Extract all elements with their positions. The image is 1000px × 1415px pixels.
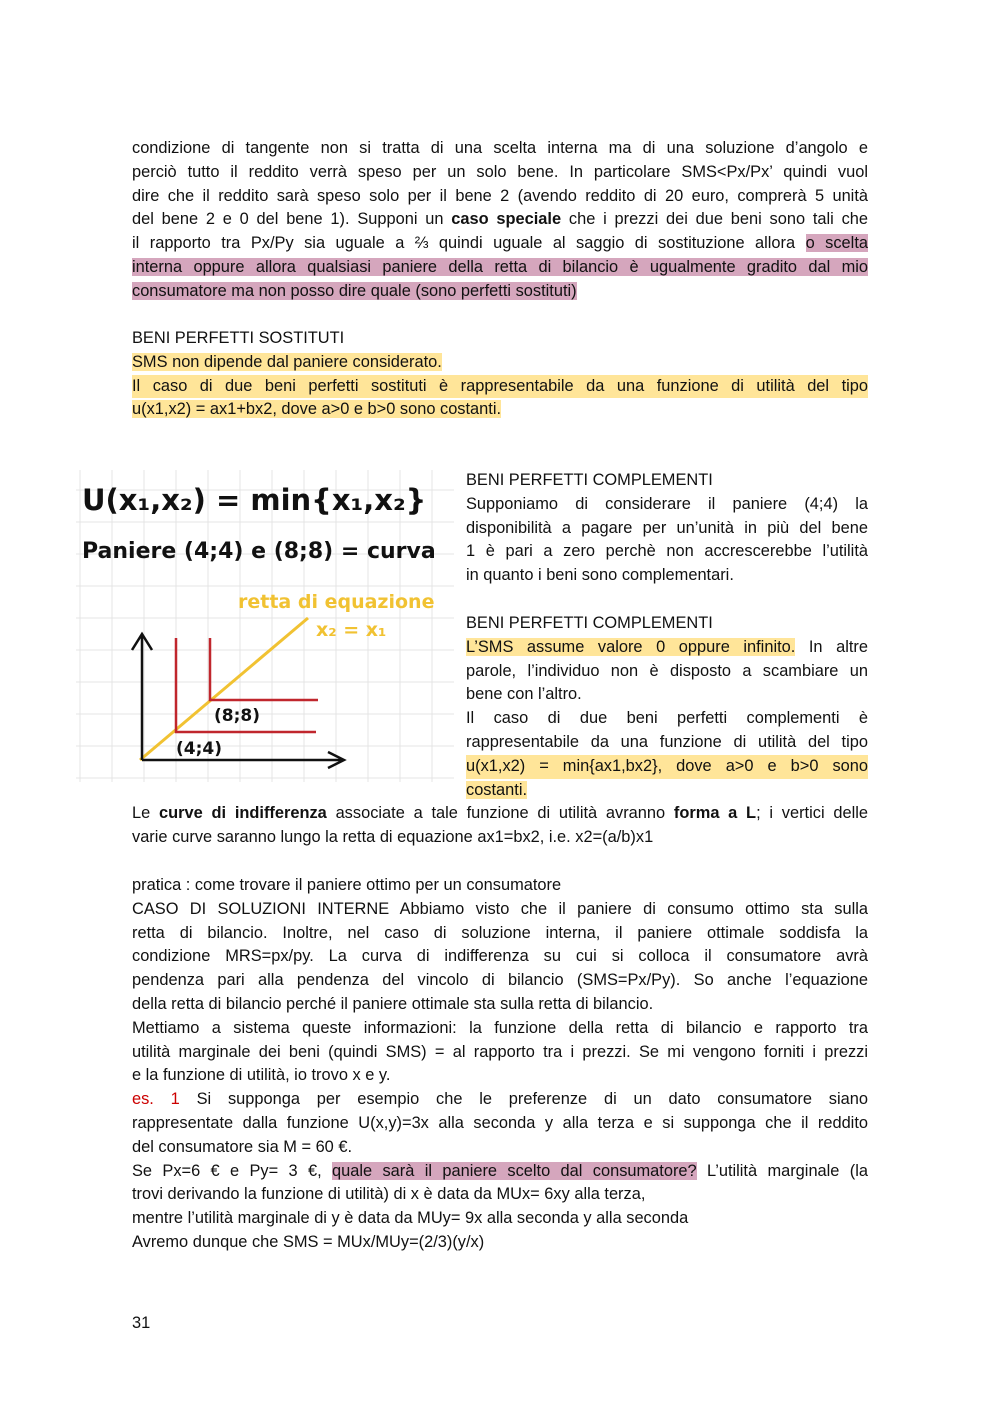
text-line: dire che il reddito sarà speso solo per il bene 2 (avendo reddito di 20 euro, comprerà 5 unità [132, 186, 868, 205]
highlight: quale sarà il paniere scelto dal consumatore? [332, 1161, 697, 1180]
text-line [132, 398, 868, 422]
sketch-svg [76, 470, 454, 782]
text-line: Il caso di due beni perfetti complementi è [466, 709, 868, 728]
text-line: disponibilità a pagare per un’unità in più del bene [466, 518, 868, 537]
text-line: Se Px=6 € e Py= 3 €, quale sarà il paniere scelto dal consumatore? L’utilità marginale (la [132, 1161, 868, 1180]
sostituti-section [132, 327, 868, 422]
point-8-8-label: (8;8) [214, 706, 260, 726]
highlight: u(x1,x2) = ax1+bx2, dove a>0 e b>0 sono costanti. [132, 400, 502, 419]
text-line: L’SMS assume valore 0 oppure infinito. In altre [466, 637, 868, 656]
text-line: utilità marginale dei beni (quindi SMS) = al rapporto tra i prezzi. Se mi vengono forniti i prezzi [132, 1042, 868, 1061]
text-line: pendenza pari alla pendenza del vincolo di bilancio (SMS=Px/Py). So anche l’equazione [132, 971, 868, 990]
text-line: u(x1,x2) = min{ax1,bx2}, dove a>0 e b>0 sono [466, 755, 868, 779]
intro-paragraph [132, 137, 868, 304]
text-line: perciò tutto il reddito verrà speso per un solo bene. In particolare SMS<Px/Px’ quindi vuol [132, 162, 868, 181]
text-line [132, 256, 868, 280]
highlight: interna oppure allora qualsiasi paniere della retta di bilancio è ugualmente gradito dal mio [132, 257, 868, 276]
text-line: es. 1 Si supponga per esempio che le preferenze di un dato consumatore siano [132, 1090, 868, 1109]
text-line: bene con l’altro. [466, 685, 582, 704]
retta-label: retta di equazione [238, 591, 435, 613]
diagonal-line [140, 618, 308, 760]
bold-term: caso speciale [451, 210, 562, 229]
section-title: pratica : come trovare il paniere ottimo per un consumatore [132, 876, 562, 894]
bold-term: forma a L [673, 804, 757, 822]
text-line: Avremo dunque che SMS = MUx/MUy=(2/3)(y/x) [132, 1232, 485, 1251]
text-line: condizione MRS=px/py. La curva di indifferenza su cui si colloca il consumatore avrà [132, 947, 868, 966]
text-line: 1 è pari a zero perchè non accrescerebbe l’utilità [466, 542, 868, 561]
text-line: Il caso di due beni perfetti sostituti è rappresentabile da una funzione di utilità del tipo [132, 375, 868, 399]
text-line: retta di bilancio. Inoltre, nel caso di soluzione interna, il paniere ottimale soddisfa la [132, 923, 868, 942]
text-line: parole, l’individuo non è disposto a scambiare un [466, 661, 868, 680]
text-line [466, 779, 868, 803]
highlight: costanti. [466, 780, 528, 799]
text-line: Supponiamo di considerare il paniere (4;4) la [466, 494, 868, 513]
text-line: condizione di tangente non si tratta di una scelta interna ma di una soluzione d’angolo e [132, 139, 868, 157]
text-line: del consumatore sia M = 60 €. [132, 1137, 353, 1156]
highlight: consumatore ma non posso dire quale (sono perfetti sostituti) [132, 281, 577, 300]
leontief-sketch [76, 470, 454, 782]
text-line [132, 280, 868, 304]
formula-text: U(x₁,x₂) = min{x₁,x₂} [82, 483, 427, 517]
complementi-section-1 [466, 469, 868, 588]
section-heading: BENI PERFETTI COMPLEMENTI [466, 614, 713, 632]
text-line: in quanto i beni sono complementari. [466, 566, 734, 585]
text-line [132, 351, 868, 375]
retta-equation: x₂ = x₁ [316, 619, 387, 641]
x-axis [142, 752, 344, 768]
text-line: mentre l’utilità marginale di y è data da MUy= 9x alla seconda y alla seconda [132, 1209, 689, 1228]
y-axis [132, 634, 152, 760]
section-heading: BENI PERFETTI SOSTITUTI [132, 329, 345, 347]
page-number: 31 [132, 1314, 151, 1332]
complementi-section-2 [466, 612, 868, 802]
point-4-4-label: (4;4) [176, 739, 222, 759]
text-line: varie curve saranno lungo la retta di equazione ax1=bx2, i.e. x2=(a/b)x1 [132, 827, 654, 846]
panieri-text: Paniere (4;4) e (8;8) = curva [82, 539, 436, 564]
indifference-curve-8-8 [210, 638, 318, 700]
text-line: il rapporto tra Px/Py sia uguale a ⅔ quindi uguale al saggio di sostituzione allora o scelta [132, 234, 868, 253]
text-line: trovi derivando la funzione di utilità) di x è data da MUx= 6xy alla terza, [132, 1185, 646, 1204]
text-line: del bene 2 e 0 del bene 1). Supponi un caso speciale che i prezzi dei due beni sono tali che [132, 210, 868, 229]
text-line: rappresentabile da una funzione di utilità del tipo [466, 732, 868, 751]
highlight: L’SMS assume valore 0 oppure infinito. [466, 637, 796, 656]
text-line: Mettiamo a sistema queste informazioni: la funzione della retta di bilancio e rapporto tra [132, 1018, 868, 1037]
curve-paragraph [132, 802, 868, 850]
highlight: o scelta [805, 234, 868, 253]
highlight: SMS non dipende dal paniere considerato. [132, 352, 442, 371]
section-heading: BENI PERFETTI COMPLEMENTI [466, 471, 713, 489]
text-line: della retta di bilancio perché il paniere ottimale sta sulla retta di bilancio. [132, 994, 654, 1013]
text-line: rappresentate dalla funzione U(x,y)=3x alla seconda y alla terza e si supponga che il reddito [132, 1113, 868, 1132]
bold-term: curve di indifferenza [159, 804, 327, 822]
text-line: CASO DI SOLUZIONI INTERNE Abbiamo visto che il paniere di consumo ottimo sta sulla [132, 899, 868, 918]
text-line: Le curve di indifferenza associate a tale funzione di utilità avranno forma a L; i vertici delle [132, 804, 868, 822]
pratica-section [132, 874, 868, 1255]
text-line: e la funzione di utilità, io trovo x e y. [132, 1066, 391, 1085]
example-label: es. 1 [132, 1090, 180, 1109]
